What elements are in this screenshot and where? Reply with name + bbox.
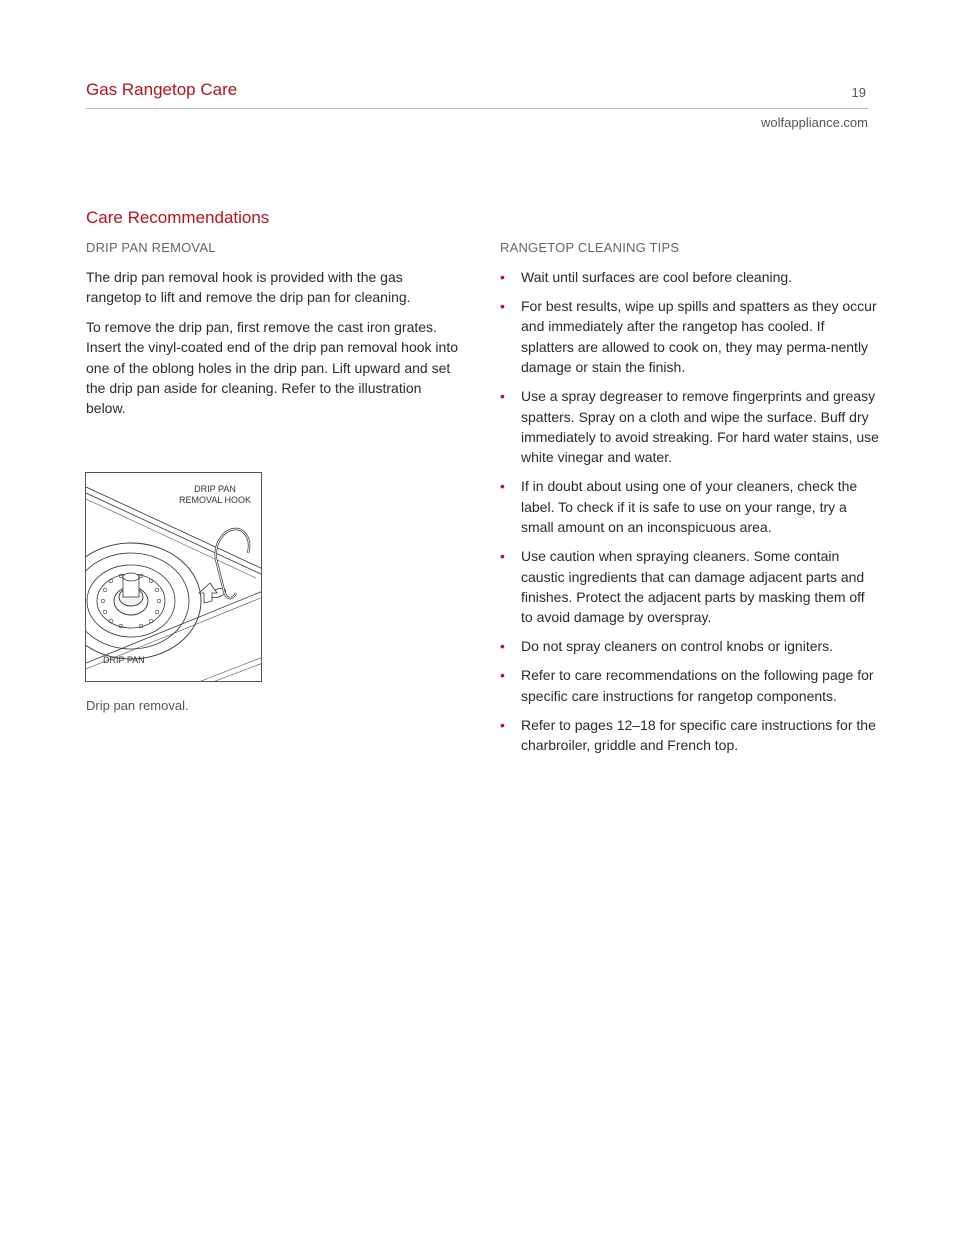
tip-text: If in doubt about using one of your cleaners, check the label. To check if it is safe to use on your range, try a small amount on an inconspicuous area. xyxy=(521,478,858,536)
list-item xyxy=(500,296,880,378)
cleaning-tips-subhead: RANGETOP CLEANING TIPS xyxy=(500,240,680,255)
list-item xyxy=(500,636,880,656)
list-item xyxy=(500,386,880,468)
bullet-icon: • xyxy=(500,716,505,733)
drip-pan-paragraph: To remove the drip pan, first remove the cast iron grates. Insert the vinyl-coated end of the drip pan removal hook into one of the oblong holes in the drip pan. Lift upward and set the drip pan aside for cleaning. Refer to the illustration below. xyxy=(86,318,458,417)
tip-text: Refer to pages 12–18 for specific care instructions for the charbroiler, griddle and French top. xyxy=(521,716,876,754)
list-item xyxy=(500,476,880,537)
drip-pan-illustration xyxy=(85,472,262,682)
list-item xyxy=(500,546,880,628)
drip-pan-paragraph: The drip pan removal hook is provided with the gas rangetop to lift and remove the drip pan for cleaning. xyxy=(86,269,411,306)
bullet-icon: • xyxy=(500,667,505,684)
tip-text: For best results, wipe up spills and spatters as they occur and immediately after the rangetop has cooled. If splatters are allowed to cook on, they may perma-nently damage or stain the finish. xyxy=(521,298,877,376)
bullet-icon: • xyxy=(500,638,505,655)
list-item xyxy=(500,267,880,287)
drip-pan-label: DRIP PAN xyxy=(103,655,145,665)
bullet-icon: • xyxy=(500,478,505,495)
bullet-icon: • xyxy=(500,388,505,405)
header-divider xyxy=(86,108,868,109)
list-item xyxy=(500,715,880,756)
page-number: 19 xyxy=(851,85,866,100)
cleaning-tips-column xyxy=(500,240,880,764)
list-item xyxy=(500,665,880,706)
tip-text: Use a spray degreaser to remove fingerprints and greasy spatters. Spray on a cloth and wipe the surface. Buff dry immediately to avoid streaking. For hard water stains, use white vinegar and water. xyxy=(521,388,879,466)
tip-text: Refer to care recommendations on the following page for specific care instructions for rangetop components. xyxy=(521,667,874,704)
section-title: Care Recommendations xyxy=(86,208,270,227)
hook-label-line1: DRIP PAN xyxy=(194,484,236,494)
tip-text: Do not spray cleaners on control knobs or igniters. xyxy=(521,638,834,655)
site-url: wolfappliance.com xyxy=(761,115,868,130)
drip-pan-column xyxy=(86,240,458,428)
drip-pan-subhead: DRIP PAN REMOVAL xyxy=(86,240,216,255)
bullet-icon: • xyxy=(500,548,505,565)
hook-label xyxy=(170,484,260,506)
tip-text: Wait until surfaces are cool before cleaning. xyxy=(521,269,793,285)
bullet-icon: • xyxy=(500,298,505,314)
hook-label-line2: REMOVAL HOOK xyxy=(178,495,251,505)
bullet-icon: • xyxy=(500,269,505,285)
figure-caption: Drip pan removal. xyxy=(86,698,189,713)
cleaning-tips-list xyxy=(500,267,880,756)
tip-text: Use caution when spraying cleaners. Some contain caustic ingredients that can damage adjacent parts and finishes. Protect the adjacent parts by masking them off to avoid damage by overspray. xyxy=(521,548,865,626)
page-header-title: Gas Rangetop Care xyxy=(86,80,238,99)
